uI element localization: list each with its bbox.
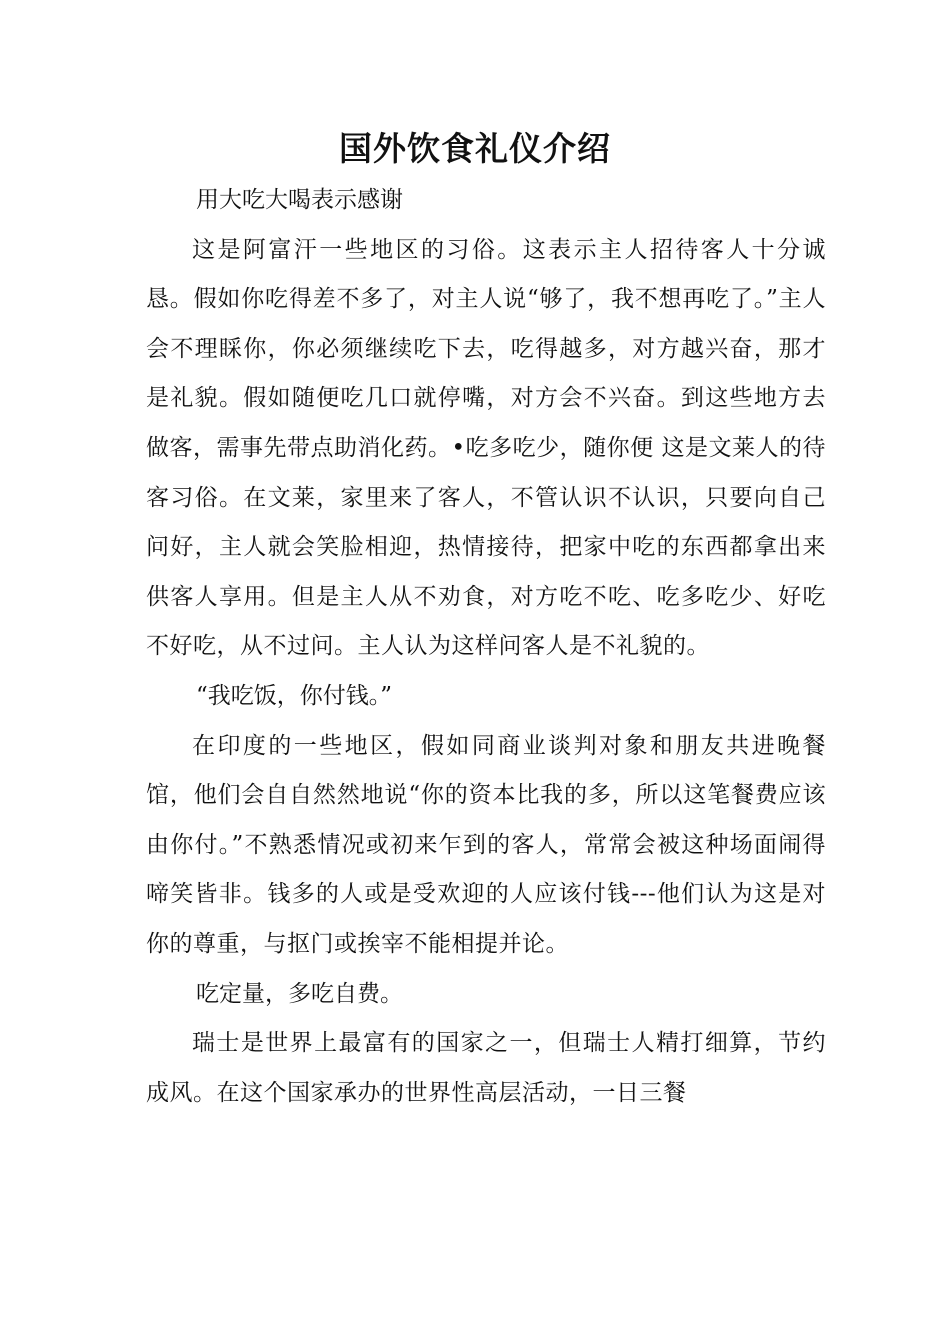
section-paragraph: 这是阿富汗一些地区的习俗。这表示主人招待客人十分诚恳。假如你吃得差不多了，对主人说“够了，我不想再吃了。”主人会不理睬你，你必须继续吃下去，吃得越多，对方越兴奋，那才是礼貌。假如随便吃几口就停嘴，对方会不兴奋。到这些地方去做客，需事先带点助消化药。•吃多吃少，随你便 这是文莱人的待客习俗。在文莱，家里来了客人，不管认识不认识，只要向自己问好，主人就会笑脸相迎，热情接待，把家中吃的东西都拿出来供客人享用。但是主人从不劝食，对方吃不吃、吃多吃少、好吃不好吃，从不过问。主人认为这样问客人是不礼貌的。 — [146, 236, 826, 660]
document-body — [146, 176, 826, 1118]
section-paragraph: 瑞士是世界上最富有的国家之一，但瑞士人精打细算，节约成风。在这个国家承办的世界性高层活动，一日三餐 — [146, 1030, 826, 1106]
page-title: 国外饮食礼仪介绍 — [339, 129, 611, 168]
section-heading: “我吃饭，你付钱。” — [196, 682, 393, 709]
section-heading: 吃定量，多吃自费。 — [196, 980, 403, 1007]
section-paragraph: 在印度的一些地区，假如同商业谈判对象和朋友共进晚餐馆，他们会自自然然地说“你的资本比我的多，所以这笔餐费应该由你付。”不熟悉情况或初来乍到的客人，常常会被这种场面闹得啼笑皆非。钱多的人或是受欢迎的人应该付钱---他们认为这是对你的尊重，与抠门或挨宰不能相提并论。 — [146, 732, 826, 957]
section-heading: 用大吃大喝表示感谢 — [196, 187, 403, 213]
